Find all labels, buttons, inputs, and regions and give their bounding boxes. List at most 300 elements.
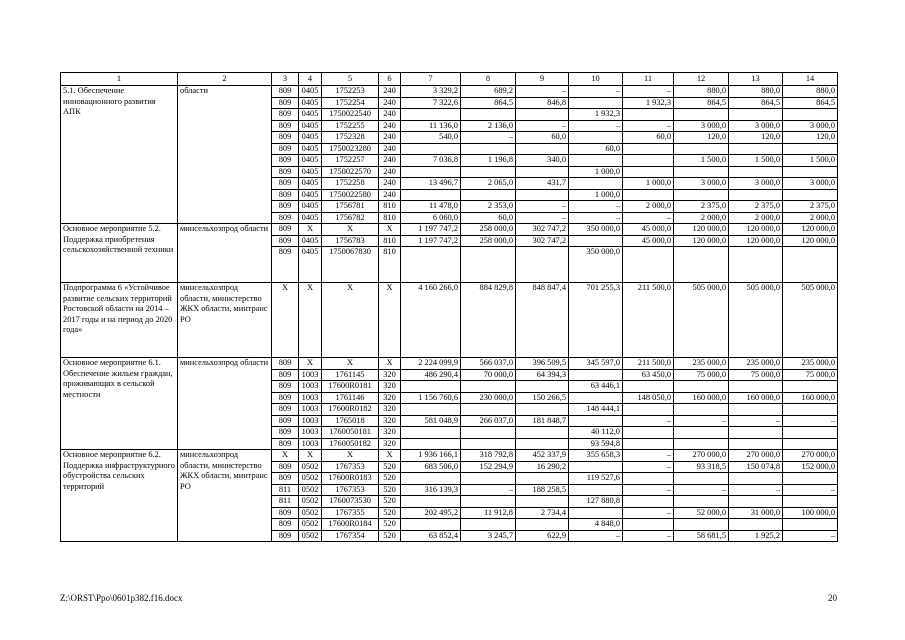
amount-cell: 701 255,3: [569, 283, 623, 358]
amount-cell: 120,0: [783, 132, 838, 144]
activity-name: Подпрограмма 6 «Устойчивое развитие сельских территорий Ростовской области на 2014 – 2017 годы и на период до 2020 года»: [61, 283, 178, 358]
expense-type: X: [379, 224, 401, 236]
grbs-code: 809: [272, 369, 299, 381]
grbs-code: 809: [272, 143, 299, 155]
amount-cell: [401, 166, 461, 178]
grbs-code: 809: [272, 519, 299, 531]
amount-cell: [729, 519, 783, 531]
amount-cell: 355 658,3: [569, 450, 623, 462]
header-cell: 3: [272, 73, 299, 86]
amount-cell: –: [461, 132, 516, 144]
expense-type: 520: [379, 473, 401, 485]
section-code: X: [299, 450, 322, 462]
table-row: [61, 224, 838, 236]
amount-cell: 7 322,6: [401, 97, 461, 109]
expense-type: 810: [379, 212, 401, 224]
amount-cell: 148 050,0: [623, 392, 674, 404]
amount-cell: [783, 519, 838, 531]
grbs-code: 809: [272, 97, 299, 109]
amount-cell: –: [783, 484, 838, 496]
amount-cell: [623, 438, 674, 450]
grbs-code: 809: [272, 247, 299, 283]
amount-cell: 864,5: [783, 97, 838, 109]
target-code: 1760050181: [322, 427, 379, 439]
amount-cell: –: [569, 530, 623, 542]
amount-cell: [461, 381, 516, 393]
amount-cell: 120 000,0: [783, 235, 838, 247]
target-code: 1752253: [322, 86, 379, 98]
amount-cell: [729, 109, 783, 121]
amount-cell: 258 000,0: [461, 224, 516, 236]
amount-cell: [783, 473, 838, 485]
amount-cell: 60,0: [623, 132, 674, 144]
amount-cell: [623, 473, 674, 485]
grbs-code: 809: [272, 189, 299, 201]
amount-cell: 396 509,5: [516, 358, 569, 370]
amount-cell: 100 000,0: [783, 507, 838, 519]
target-code: 17600R0182: [322, 404, 379, 416]
amount-cell: 3 329,2: [401, 86, 461, 98]
section-code: 0502: [299, 461, 322, 473]
amount-cell: –: [623, 86, 674, 98]
amount-cell: 60,0: [461, 212, 516, 224]
amount-cell: 235 000,0: [783, 358, 838, 370]
section-code: X: [299, 283, 322, 358]
grbs-code: 809: [272, 178, 299, 190]
amount-cell: [516, 427, 569, 439]
grbs-code: 809: [272, 404, 299, 416]
grbs-code: 809: [272, 415, 299, 427]
amount-cell: –: [674, 415, 729, 427]
amount-cell: [401, 438, 461, 450]
amount-cell: [729, 427, 783, 439]
target-code: X: [322, 450, 379, 462]
activity-name: Основное мероприятие 6.2. Поддержка инфраструктурного обустройства сельских территорий: [61, 450, 178, 542]
target-code: 1750022580: [322, 189, 379, 201]
amount-cell: [783, 381, 838, 393]
amount-cell: 120 000,0: [729, 235, 783, 247]
grbs-code: 809: [272, 381, 299, 393]
amount-cell: –: [623, 120, 674, 132]
amount-cell: 52 000,0: [674, 507, 729, 519]
amount-cell: 119 527,6: [569, 473, 623, 485]
header-cell: 8: [461, 73, 516, 86]
amount-cell: 2 734,4: [516, 507, 569, 519]
amount-cell: [516, 143, 569, 155]
amount-cell: 181 848,7: [516, 415, 569, 427]
section-code: 0405: [299, 178, 322, 190]
amount-cell: [569, 235, 623, 247]
amount-cell: [569, 484, 623, 496]
amount-cell: [569, 392, 623, 404]
expense-type: X: [379, 358, 401, 370]
amount-cell: 846,8: [516, 97, 569, 109]
amount-cell: 864,5: [461, 97, 516, 109]
expense-type: 240: [379, 189, 401, 201]
amount-cell: [623, 496, 674, 508]
amount-cell: [623, 189, 674, 201]
amount-cell: [401, 427, 461, 439]
amount-cell: 566 037,0: [461, 358, 516, 370]
section-code: 0405: [299, 247, 322, 283]
amount-cell: [623, 247, 674, 283]
amount-cell: [569, 461, 623, 473]
header-cell: 1: [61, 73, 178, 86]
table-row: [61, 86, 838, 98]
amount-cell: [623, 143, 674, 155]
amount-cell: 302 747,2: [516, 235, 569, 247]
section-code: 1003: [299, 415, 322, 427]
amount-cell: 2 000,0: [783, 212, 838, 224]
target-code: 1750022570: [322, 166, 379, 178]
amount-cell: 1 925,2: [729, 530, 783, 542]
expense-type: 240: [379, 86, 401, 98]
amount-cell: 150 266,5: [516, 392, 569, 404]
amount-cell: –: [623, 484, 674, 496]
section-code: 0405: [299, 155, 322, 167]
amount-cell: 211 500,0: [623, 283, 674, 358]
expense-type: 240: [379, 109, 401, 121]
expense-type: 520: [379, 519, 401, 531]
amount-cell: –: [516, 212, 569, 224]
section-code: 0502: [299, 484, 322, 496]
amount-cell: [516, 404, 569, 416]
amount-cell: 689,2: [461, 86, 516, 98]
amount-cell: 1 936 166,1: [401, 450, 461, 462]
expense-type: 320: [379, 427, 401, 439]
grbs-code: 809: [272, 427, 299, 439]
amount-cell: [674, 519, 729, 531]
amount-cell: [569, 178, 623, 190]
executor-name: области: [178, 86, 272, 224]
section-code: 1003: [299, 438, 322, 450]
header-cell: 11: [623, 73, 674, 86]
expense-type: 810: [379, 201, 401, 213]
amount-cell: [569, 97, 623, 109]
expense-type: 520: [379, 507, 401, 519]
header-cell: 7: [401, 73, 461, 86]
amount-cell: 1 500,0: [729, 155, 783, 167]
section-code: 0502: [299, 496, 322, 508]
amount-cell: [461, 427, 516, 439]
amount-cell: –: [623, 415, 674, 427]
section-code: X: [299, 358, 322, 370]
amount-cell: 1 000,0: [569, 189, 623, 201]
amount-cell: 75 000,0: [783, 369, 838, 381]
grbs-code: X: [272, 283, 299, 358]
amount-cell: 4 848,0: [569, 519, 623, 531]
header-row: [61, 73, 838, 86]
amount-cell: [783, 438, 838, 450]
amount-cell: 120,0: [729, 132, 783, 144]
amount-cell: [674, 381, 729, 393]
amount-cell: 270 000,0: [674, 450, 729, 462]
amount-cell: [461, 247, 516, 283]
target-code: 1752328: [322, 132, 379, 144]
amount-cell: 3 000,0: [783, 178, 838, 190]
amount-cell: 63 852,4: [401, 530, 461, 542]
amount-cell: –: [729, 415, 783, 427]
section-code: X: [299, 224, 322, 236]
amount-cell: 318 792,8: [461, 450, 516, 462]
amount-cell: 2 375,0: [729, 201, 783, 213]
amount-cell: [674, 109, 729, 121]
expense-type: 320: [379, 438, 401, 450]
target-code: X: [322, 358, 379, 370]
amount-cell: 152 294,9: [461, 461, 516, 473]
target-code: 1760050182: [322, 438, 379, 450]
header-cell: 2: [178, 73, 272, 86]
table-row: [61, 450, 838, 462]
section-code: 1003: [299, 404, 322, 416]
amount-cell: 3 000,0: [674, 178, 729, 190]
amount-cell: [729, 438, 783, 450]
target-code: X: [322, 283, 379, 358]
amount-cell: 3 000,0: [729, 178, 783, 190]
amount-cell: 2 000,0: [674, 212, 729, 224]
amount-cell: 93 318,5: [674, 461, 729, 473]
amount-cell: [623, 155, 674, 167]
amount-cell: 120 000,0: [674, 224, 729, 236]
amount-cell: [516, 247, 569, 283]
amount-cell: 505 000,0: [783, 283, 838, 358]
amount-cell: –: [623, 212, 674, 224]
amount-cell: 1 197 747,2: [401, 224, 461, 236]
page-number: 20: [828, 593, 837, 603]
expense-type: 810: [379, 247, 401, 283]
amount-cell: 16 290,2: [516, 461, 569, 473]
grbs-code: 809: [272, 438, 299, 450]
target-code: 17600R0183: [322, 473, 379, 485]
amount-cell: 230 000,0: [461, 392, 516, 404]
amount-cell: 581 048,9: [401, 415, 461, 427]
header-cell: 9: [516, 73, 569, 86]
expense-type: 320: [379, 369, 401, 381]
amount-cell: –: [623, 507, 674, 519]
amount-cell: 258 000,0: [461, 235, 516, 247]
section-code: 0405: [299, 97, 322, 109]
amount-cell: [623, 519, 674, 531]
grbs-code: 809: [272, 461, 299, 473]
amount-cell: [674, 166, 729, 178]
expense-type: 240: [379, 178, 401, 190]
amount-cell: 120,0: [674, 132, 729, 144]
amount-cell: [516, 109, 569, 121]
amount-cell: 431,7: [516, 178, 569, 190]
target-code: 1761146: [322, 392, 379, 404]
grbs-code: 811: [272, 484, 299, 496]
amount-cell: [569, 155, 623, 167]
target-code: 1750067830: [322, 247, 379, 283]
amount-cell: 3 245,7: [461, 530, 516, 542]
amount-cell: [623, 427, 674, 439]
target-code: 1761145: [322, 369, 379, 381]
header-cell: 13: [729, 73, 783, 86]
amount-cell: 63 450,0: [623, 369, 674, 381]
expense-type: 810: [379, 235, 401, 247]
grbs-code: X: [272, 450, 299, 462]
amount-cell: 11 478,0: [401, 201, 461, 213]
grbs-code: 809: [272, 201, 299, 213]
file-path: Z:\ORST\Ppo\0601p382.f16.docx: [60, 593, 183, 603]
amount-cell: [623, 109, 674, 121]
amount-cell: 3 000,0: [783, 120, 838, 132]
amount-cell: 1 932,3: [623, 97, 674, 109]
amount-cell: –: [729, 484, 783, 496]
amount-cell: [516, 189, 569, 201]
amount-cell: 75 000,0: [729, 369, 783, 381]
amount-cell: 4 160 266,0: [401, 283, 461, 358]
amount-cell: 302 747,2: [516, 224, 569, 236]
section-code: 0405: [299, 132, 322, 144]
amount-cell: [729, 496, 783, 508]
amount-cell: 150 074,8: [729, 461, 783, 473]
amount-cell: [783, 247, 838, 283]
amount-cell: –: [516, 120, 569, 132]
amount-cell: [783, 143, 838, 155]
amount-cell: [729, 189, 783, 201]
amount-cell: [729, 404, 783, 416]
amount-cell: [623, 166, 674, 178]
grbs-code: 809: [272, 155, 299, 167]
section-code: 0502: [299, 530, 322, 542]
amount-cell: –: [516, 201, 569, 213]
executor-name: минсельхозпрод области, министерство ЖКХ области, минтранс РО: [178, 283, 272, 358]
amount-cell: 683 506,0: [401, 461, 461, 473]
amount-cell: 350 000,0: [569, 224, 623, 236]
amount-cell: 266 037,0: [461, 415, 516, 427]
expense-type: 320: [379, 404, 401, 416]
amount-cell: –: [623, 461, 674, 473]
target-code: 17600R0184: [322, 519, 379, 531]
executor-name: минсельхозпрод области, министерство ЖКХ области, минтранс РО: [178, 450, 272, 542]
amount-cell: [516, 381, 569, 393]
amount-cell: [401, 496, 461, 508]
target-code: 1767354: [322, 530, 379, 542]
amount-cell: [461, 143, 516, 155]
amount-cell: 2 000,0: [729, 212, 783, 224]
amount-cell: 1 156 760,6: [401, 392, 461, 404]
expense-type: 520: [379, 484, 401, 496]
expense-type: 320: [379, 392, 401, 404]
amount-cell: [729, 143, 783, 155]
amount-cell: 11 136,0: [401, 120, 461, 132]
amount-cell: 75 000,0: [674, 369, 729, 381]
amount-cell: 880,0: [729, 86, 783, 98]
amount-cell: 160 000,0: [783, 392, 838, 404]
amount-cell: 486 290,4: [401, 369, 461, 381]
amount-cell: [674, 189, 729, 201]
amount-cell: –: [516, 86, 569, 98]
amount-cell: 58 681,5: [674, 530, 729, 542]
amount-cell: [674, 438, 729, 450]
amount-cell: –: [461, 484, 516, 496]
amount-cell: –: [674, 484, 729, 496]
expense-type: 240: [379, 120, 401, 132]
amount-cell: 622,9: [516, 530, 569, 542]
amount-cell: [569, 132, 623, 144]
amount-cell: 31 000,0: [729, 507, 783, 519]
target-code: 1765018: [322, 415, 379, 427]
target-code: 1767353: [322, 461, 379, 473]
amount-cell: 120 000,0: [783, 224, 838, 236]
amount-cell: 880,0: [783, 86, 838, 98]
amount-cell: [461, 496, 516, 508]
amount-cell: [461, 438, 516, 450]
amount-cell: 1 932,3: [569, 109, 623, 121]
amount-cell: [401, 189, 461, 201]
amount-cell: [674, 404, 729, 416]
amount-cell: [461, 519, 516, 531]
target-code: 1756783: [322, 235, 379, 247]
grbs-code: 809: [272, 86, 299, 98]
header-cell: 14: [783, 73, 838, 86]
amount-cell: [516, 438, 569, 450]
amount-cell: 2 000,0: [623, 201, 674, 213]
section-code: 0405: [299, 201, 322, 213]
target-code: 1752257: [322, 155, 379, 167]
amount-cell: 40 112,0: [569, 427, 623, 439]
target-code: 1756781: [322, 201, 379, 213]
expense-type: 240: [379, 166, 401, 178]
amount-cell: 45 000,0: [623, 224, 674, 236]
amount-cell: 188 258,5: [516, 484, 569, 496]
amount-cell: [674, 247, 729, 283]
target-code: 1756782: [322, 212, 379, 224]
amount-cell: 160 000,0: [674, 392, 729, 404]
amount-cell: [674, 143, 729, 155]
expense-type: 240: [379, 155, 401, 167]
expense-type: X: [379, 283, 401, 358]
amount-cell: [461, 473, 516, 485]
amount-cell: 340,0: [516, 155, 569, 167]
grbs-code: 809: [272, 212, 299, 224]
amount-cell: 127 880,8: [569, 496, 623, 508]
amount-cell: 160 000,0: [729, 392, 783, 404]
amount-cell: [674, 496, 729, 508]
budget-table: [60, 72, 838, 542]
section-code: 0405: [299, 235, 322, 247]
header-cell: 10: [569, 73, 623, 86]
amount-cell: [569, 369, 623, 381]
amount-cell: 2 065,0: [461, 178, 516, 190]
amount-cell: [401, 519, 461, 531]
grbs-code: 809: [272, 224, 299, 236]
amount-cell: [783, 109, 838, 121]
header-cell: 5: [322, 73, 379, 86]
executor-name: минсельхозпрод области: [178, 224, 272, 283]
expense-type: 320: [379, 381, 401, 393]
amount-cell: 45 000,0: [623, 235, 674, 247]
amount-cell: 505 000,0: [674, 283, 729, 358]
target-code: 1767353: [322, 484, 379, 496]
amount-cell: 93 594,8: [569, 438, 623, 450]
amount-cell: 2 375,0: [783, 201, 838, 213]
amount-cell: –: [783, 415, 838, 427]
section-code: 0502: [299, 519, 322, 531]
target-code: 1750023280: [322, 143, 379, 155]
amount-cell: 64 394,3: [516, 369, 569, 381]
header-cell: 4: [299, 73, 322, 86]
section-code: 1003: [299, 381, 322, 393]
amount-cell: 345 597,0: [569, 358, 623, 370]
amount-cell: 316 139,3: [401, 484, 461, 496]
amount-cell: 120 000,0: [729, 224, 783, 236]
amount-cell: [729, 473, 783, 485]
expense-type: 520: [379, 530, 401, 542]
grbs-code: 809: [272, 120, 299, 132]
amount-cell: –: [783, 530, 838, 542]
